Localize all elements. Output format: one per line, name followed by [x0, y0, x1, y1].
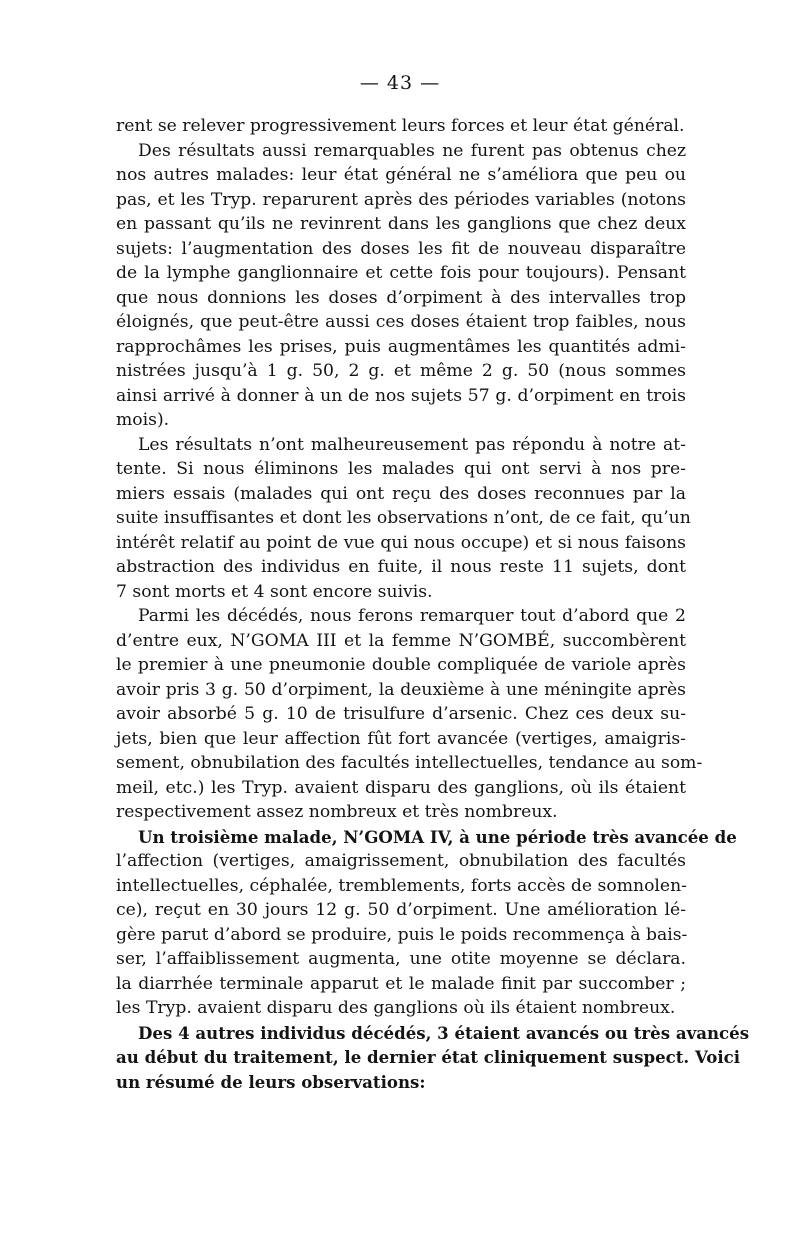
paragraph — [116, 825, 737, 1021]
text-line: rent se relever progressivement leurs forces et leur état général. — [116, 116, 685, 136]
text-line: Des 4 autres individus décédés, 3 étaient avancés ou très avancés — [138, 1022, 750, 1043]
text-line: tente. Si nous éliminons les malades qui ont servi à nos pre- — [116, 459, 686, 479]
text-line: le premier à une pneumonie double compliquée de variole après — [116, 655, 686, 675]
paragraph — [116, 1021, 750, 1095]
text-line: miers essais (malades qui ont reçu des doses reconnues par la — [116, 483, 686, 504]
text-line: nistrées jusqu’à 1 g. 50, 2 g. et même 2 g. 50 (nous sommes — [116, 361, 686, 381]
text-line: avoir absorbé 5 g. 10 de trisulfure d’arsenic. Chez ces deux su- — [116, 704, 686, 724]
text-line: sement, obnubilation des facultés intellectuelles, tendance au som- — [116, 753, 703, 773]
paragraph — [116, 604, 703, 825]
text-line: la diarrhée terminale apparut et le malade finit par succomber ; — [116, 973, 686, 994]
body-text — [116, 114, 750, 1094]
text-line: mois). — [116, 410, 170, 430]
page-number: — 43 — — [359, 72, 441, 94]
text-line: Parmi les décédés, nous ferons remarquer tout d’abord que 2 — [138, 606, 686, 626]
text-line: de la lymphe ganglionnaire et cette fois pour toujours). Pensant — [116, 263, 686, 283]
text-line: pas, et les Tryp. reparurent après des périodes variables (notons — [116, 189, 686, 210]
text-line: respectivement assez nombreux et très nombreux. — [116, 802, 558, 822]
text-line: éloignés, que peut-être aussi ces doses étaient trop faibles, nous — [116, 312, 686, 332]
paragraph — [116, 114, 686, 139]
text-line: Les résultats n’ont malheureusement pas répondu à notre at- — [138, 434, 686, 455]
text-line: 7 sont morts et 4 sont encore suivis. — [116, 581, 433, 602]
text-line: jets, bien que leur affection fût fort avancée (vertiges, amaigris- — [116, 728, 686, 749]
text-line: l’affection (vertiges, amaigrissement, obnubilation des facultés — [116, 851, 686, 871]
text-line: d’entre eux, N’GOMA III et la femme N’GOMBÉ, succombèrent — [116, 630, 686, 651]
text-line: au début du traitement, le dernier état cliniquement suspect. Voici — [116, 1047, 741, 1067]
text-line: intérêt relatif au point de vue qui nous occupe) et si nous faisons — [116, 532, 686, 553]
text-line: en passant qu’ils ne revinrent dans les ganglions que chez deux — [116, 214, 686, 234]
text-line: Des résultats aussi remarquables ne furent pas obtenus chez — [138, 140, 686, 161]
text-line: que nous donnions les doses d’orpiment à des intervalles trop — [116, 287, 686, 308]
text-line: un résumé de leurs observations: — [116, 1071, 426, 1092]
paragraph — [116, 433, 691, 605]
text-line: ainsi arrivé à donner à un de nos sujets 57 g. d’orpiment en trois — [116, 385, 686, 406]
text-line: ser, l’affaiblissement augmenta, une otite moyenne se déclara. — [116, 949, 686, 969]
text-line: intellectuelles, céphalée, tremblements, forts accès de somnolen- — [116, 875, 687, 896]
text-line: nos autres malades: leur état général ne s’améliora que peu ou — [116, 165, 686, 185]
text-line: les Tryp. avaient disparu des ganglions où ils étaient nombreux. — [116, 998, 676, 1018]
text-line: avoir pris 3 g. 50 d’orpiment, la deuxième à une méningite après — [116, 679, 686, 700]
text-line: Un troisième malade, N’GOMA IV, à une période très avancée de — [138, 826, 737, 847]
text-line: abstraction des individus en fuite, il nous reste 11 sujets, dont — [116, 557, 686, 577]
paragraph — [116, 139, 686, 433]
text-line: ce), reçut en 30 jours 12 g. 50 d’orpiment. Une amélioration lé- — [116, 900, 686, 920]
text-line: suite insuffisantes et dont les observations n’ont, de ce fait, qu’un — [116, 508, 691, 528]
text-line: gère parut d’abord se produire, puis le poids recommença à bais- — [116, 924, 688, 945]
text-line: rapprochâmes les prises, puis augmentâmes les quantités admi- — [116, 336, 686, 357]
text-line: sujets: l’augmentation des doses les fit de nouveau disparaître — [116, 238, 686, 259]
text-line: meil, etc.) les Tryp. avaient disparu des ganglions, où ils étaient — [116, 777, 686, 798]
